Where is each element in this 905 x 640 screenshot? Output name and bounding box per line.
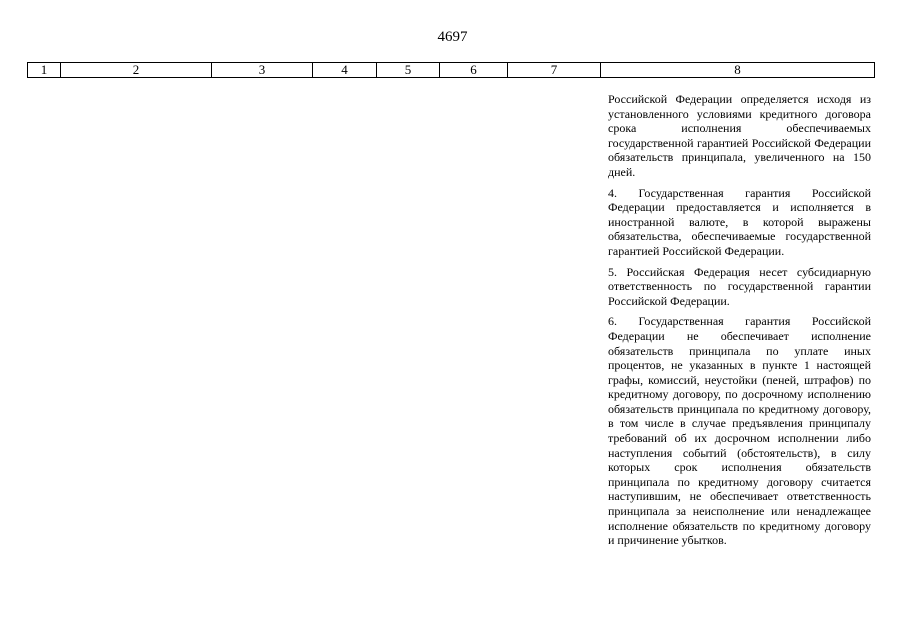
column-8-text (608, 92, 871, 554)
paragraph-item-6: 6. Государственная гарантия Российской Федерации не обеспечивает исполнение обязательств принципала по уплате иных процентов, не указанных в пункте 1 настоящей графы, комиссий, неустойки (пеней, штрафов) по кредитному договору, по досрочному исполнению обязательств принципала по кредитному договору, в том числе в случае предъявления принципалу требований об их досрочном исполнении либо наступления событий (обстоятельств), в силу которых срок исполнения обязательств принципала по кредитному договору считается наступившим, не обеспечивает ответственность принципала за неисполнение или ненадлежащее исполнение обязательств по кредитному договору и причинение убытков. (608, 314, 871, 548)
page-number: 4697 (437, 29, 468, 45)
paragraph-continuation: Российской Федерации определяется исходя из установленного условиями кредитного договора срока исполнения обеспечиваемых государственной гарантией Российской Федерации обязательств принципала, увеличенного на 150 дней. (608, 92, 871, 179)
column-number-1: 1 (28, 63, 61, 78)
column-number-5: 5 (377, 63, 440, 78)
paragraph-item-4: 4. Государственная гарантия Российской Федерации предоставляется и исполняется в иностранной валюте, в которой выражены обязательства, обеспечиваемые государственной гарантией Российской Федерации. (608, 185, 871, 258)
column-number-2: 2 (61, 63, 212, 78)
paragraph-item-5: 5. Российская Федерация несет субсидиарную ответственность по государственной гарантии Российской Федерации. (608, 264, 871, 308)
column-number-6: 6 (440, 63, 508, 78)
column-number-3: 3 (212, 63, 313, 78)
column-number-4: 4 (313, 63, 377, 78)
column-number-7: 7 (508, 63, 601, 78)
column-number-header (27, 62, 875, 78)
column-number-8: 8 (601, 63, 875, 78)
